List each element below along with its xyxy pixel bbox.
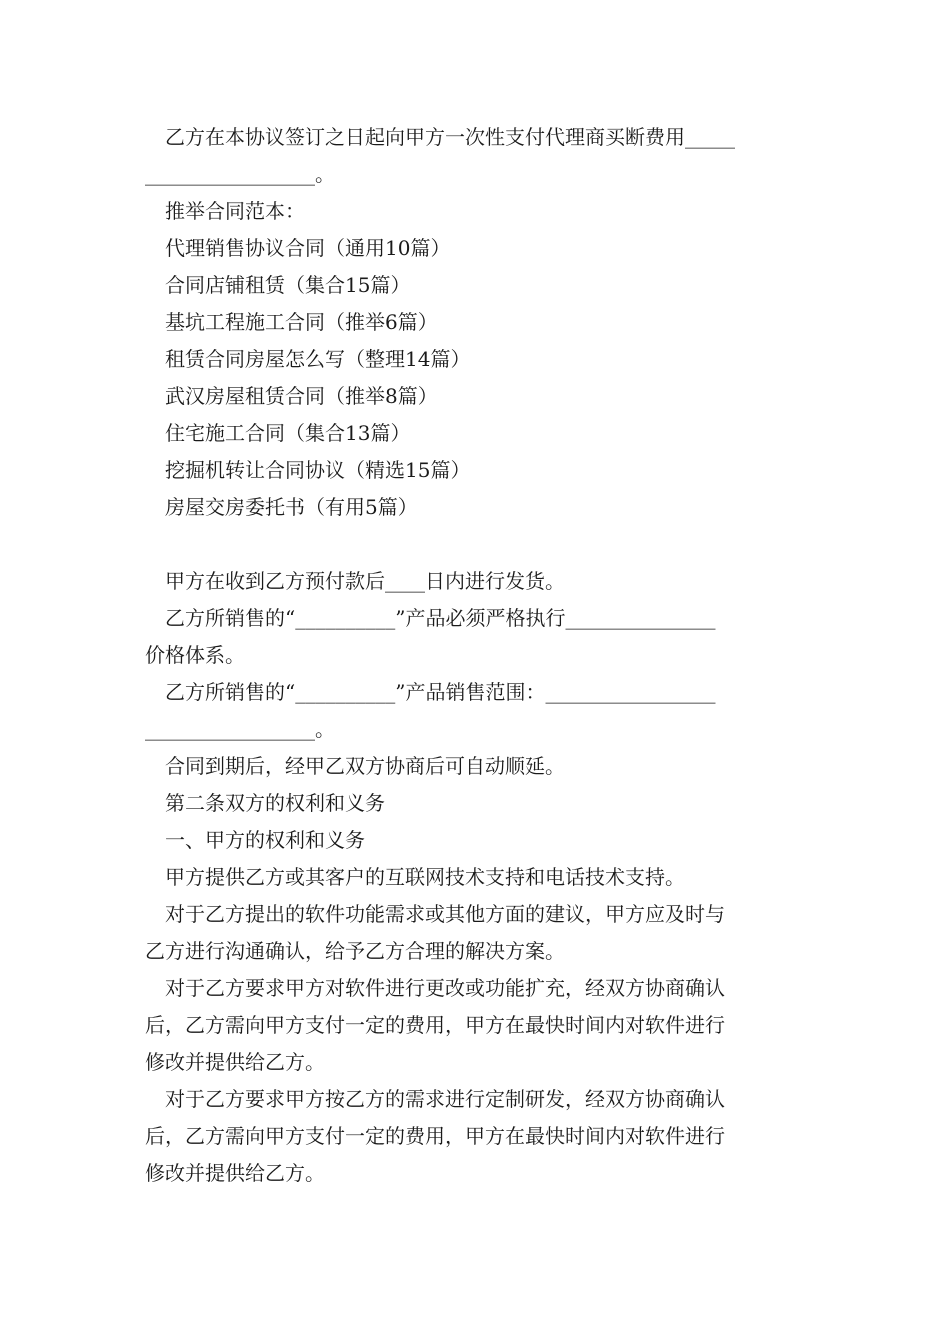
subsection-heading-party-a: 一、甲方的权利和义务: [165, 828, 365, 852]
recommended-templates-heading: 推举合同范本：: [165, 199, 305, 223]
paragraph-custom-dev-cont: 修改并提供给乙方。: [145, 1161, 325, 1185]
template-link[interactable]: 租赁合同房屋怎么写（整理14篇）: [165, 347, 471, 371]
paragraph-sales-scope: 乙方所销售的“__________”产品销售范围：_________________: [165, 680, 716, 704]
template-link[interactable]: 基坑工程施工合同（推举6篇）: [165, 310, 438, 334]
paragraph-modification-cont: 修改并提供给乙方。: [145, 1050, 325, 1074]
paragraph-modification-cont: 后，乙方需向甲方支付一定的费用，甲方在最快时间内对软件进行: [145, 1013, 725, 1037]
paragraph-modification: 对于乙方要求甲方对软件进行更改或功能扩充，经双方协商确认: [165, 976, 725, 1000]
paragraph-suggestions-cont: 乙方进行沟通确认，给予乙方合理的解决方案。: [145, 939, 565, 963]
template-link[interactable]: 代理销售协议合同（通用10篇）: [165, 236, 451, 260]
template-link[interactable]: 挖掘机转让合同协议（精选15篇）: [165, 458, 471, 482]
template-link[interactable]: 合同店铺租赁（集合15篇）: [165, 273, 411, 297]
paragraph-price-system: 乙方所销售的“__________”产品必须严格执行_______________: [165, 606, 716, 630]
paragraph-tech-support: 甲方提供乙方或其客户的互联网技术支持和电话技术支持。: [165, 865, 685, 889]
paragraph-buyout-fee: 乙方在本协议签订之日起向甲方一次性支付代理商买断费用_____: [165, 125, 735, 149]
paragraph-price-system-cont: 价格体系。: [145, 643, 245, 667]
template-link[interactable]: 住宅施工合同（集合13篇）: [165, 421, 411, 445]
paragraph-custom-dev-cont: 后，乙方需向甲方支付一定的费用，甲方在最快时间内对软件进行: [145, 1124, 725, 1148]
paragraph-sales-scope-cont: _________________。: [145, 717, 335, 741]
paragraph-suggestions: 对于乙方提出的软件功能需求或其他方面的建议，甲方应及时与: [165, 902, 725, 926]
paragraph-custom-dev: 对于乙方要求甲方按乙方的需求进行定制研发，经双方协商确认: [165, 1087, 725, 1111]
section-heading-rights: 第二条双方的权利和义务: [165, 791, 385, 815]
paragraph-buyout-fee-cont: _________________。: [145, 162, 335, 186]
template-link[interactable]: 房屋交房委托书（有用5篇）: [165, 495, 418, 519]
template-link[interactable]: 武汉房屋租赁合同（推举8篇）: [165, 384, 438, 408]
paragraph-shipping: 甲方在收到乙方预付款后____日内进行发货。: [165, 569, 565, 593]
paragraph-renewal: 合同到期后，经甲乙双方协商后可自动顺延。: [165, 754, 565, 778]
